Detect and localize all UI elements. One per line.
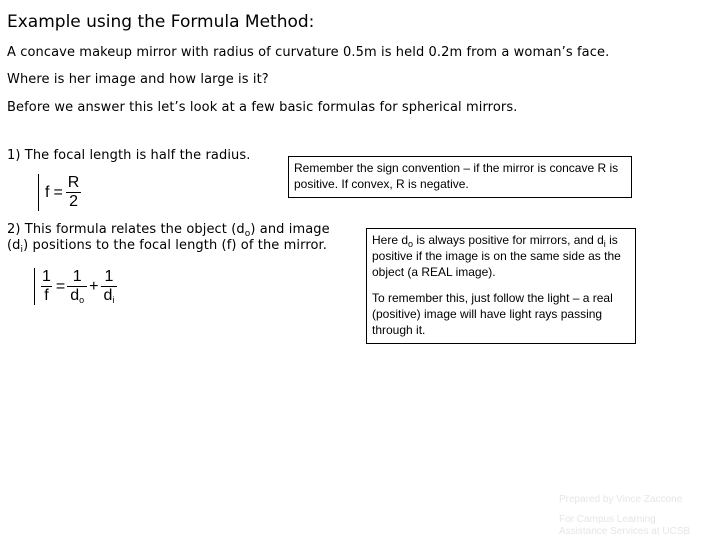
sign-convention-note: Remember the sign convention – if the mirror is concave R is positive. If convex, R is negative. xyxy=(288,156,632,198)
formula-plus: + xyxy=(89,277,99,295)
denominator-d: d xyxy=(70,287,80,304)
text-run: is positive if the image is on the same side as the object (a REAL image). xyxy=(372,233,621,279)
mirror-equation-formula xyxy=(34,268,117,305)
fraction-r-over-2 xyxy=(65,174,83,211)
text-run: Here d xyxy=(372,233,409,247)
fraction-denominator xyxy=(67,286,87,305)
subscript-o: o xyxy=(79,295,85,305)
focal-length-item: 1) The focal length is half the radius. xyxy=(7,148,251,163)
problem-statement-line-1: A concave makeup mirror with radius of curvature 0.5m is held 0.2m from a woman’s face. xyxy=(7,45,610,60)
fraction-1-over-di xyxy=(101,268,118,305)
formula-equals: = xyxy=(53,183,63,201)
note-paragraph-2: To remember this, just follow the light – a real (positive) image will have light rays passing through it. xyxy=(372,291,613,337)
focal-length-formula xyxy=(38,174,82,211)
intro-text: Before we answer this let’s look at a few basic formulas for spherical mirrors. xyxy=(7,100,518,115)
subscript-o: o xyxy=(408,239,414,249)
fraction-1-over-do xyxy=(67,268,87,305)
footer-organization-line-2: Assistance Services at UCSB xyxy=(559,526,691,537)
text-run: ) positions to the focal length (f) of the mirror. xyxy=(23,238,328,253)
fraction-numerator: 1 xyxy=(42,268,51,285)
fraction-denominator xyxy=(101,286,118,305)
fraction-denominator: 2 xyxy=(66,192,81,211)
fraction-numerator: 1 xyxy=(104,268,114,285)
formula-f: f xyxy=(45,183,50,201)
text-run: (d xyxy=(7,238,21,253)
fraction-1-over-f xyxy=(39,268,54,305)
subscript-i: i xyxy=(20,245,24,255)
denominator-d: d xyxy=(103,287,113,304)
slide-title: Example using the Formula Method: xyxy=(7,12,315,32)
fraction-numerator: 1 xyxy=(72,268,82,285)
mirror-equation-item-line-1 xyxy=(7,222,330,237)
footer-organization-line-1: For Campus Learning xyxy=(559,514,656,525)
mirror-equation-item-line-2 xyxy=(7,238,327,253)
text-run: 2) This formula relates the object (d xyxy=(7,222,245,237)
text-run: is always positive for mirrors, and d xyxy=(413,233,604,247)
object-image-sign-note xyxy=(366,228,636,344)
subscript-o: o xyxy=(244,229,251,239)
fraction-numerator: R xyxy=(67,174,80,191)
subscript-i: i xyxy=(603,239,606,249)
subscript-i: i xyxy=(112,295,115,305)
formula-equals: = xyxy=(55,277,66,295)
fraction-denominator: f xyxy=(41,286,51,305)
problem-statement-line-2: Where is her image and how large is it? xyxy=(7,72,269,87)
footer-credit: Prepared by Vince Zaccone xyxy=(559,494,683,505)
note-paragraph-1 xyxy=(372,232,630,280)
text-run: ) and image xyxy=(250,222,330,237)
